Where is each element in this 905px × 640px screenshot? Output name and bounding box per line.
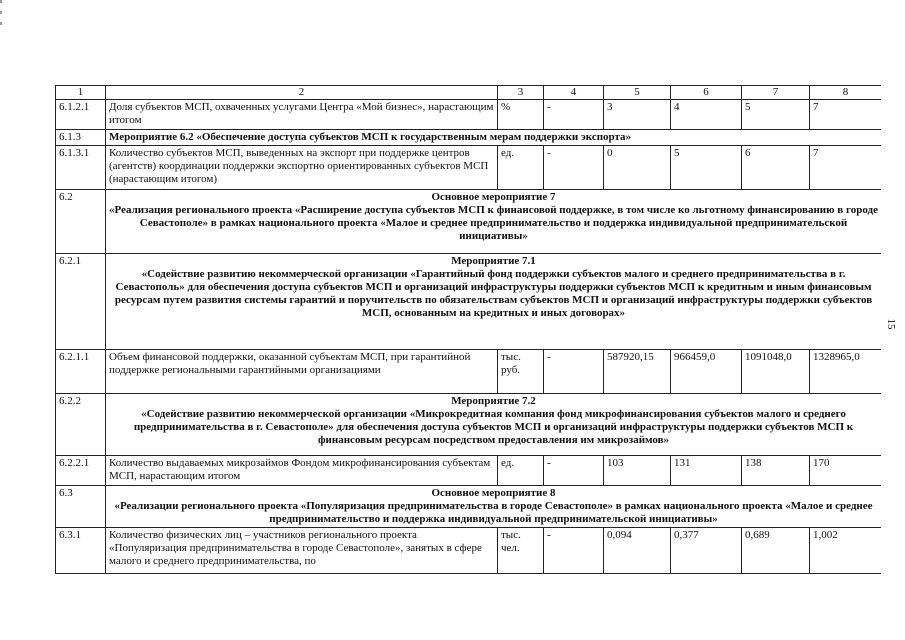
- header-row: [56, 86, 882, 100]
- unit-cell: ед.: [498, 456, 544, 486]
- header-cell: 1: [56, 86, 106, 100]
- value-cell: 0: [604, 146, 671, 190]
- row-number-cell: 6.1.3: [56, 130, 106, 146]
- value-cell: 0,094: [604, 528, 671, 574]
- row-number-cell: 6.2.1.1: [56, 350, 106, 394]
- section-cell: [106, 486, 882, 528]
- row-number-cell: 6.3.1: [56, 528, 106, 574]
- value-cell: 4: [671, 100, 742, 130]
- section-heading: Основное мероприятие 8: [431, 487, 556, 499]
- value-cell: -: [544, 456, 604, 486]
- row-number-cell: 6.1.2.1: [56, 100, 106, 130]
- value-cell: 0,689: [742, 528, 810, 574]
- document-table-wrapper: [55, 85, 881, 593]
- indicator-name-cell: Количество субъектов МСП, выведенных на экспорт при поддержке центров (агентств) координации поддержки экспортно ориентированных субъектов МСП (нарастающим итогом): [106, 146, 498, 190]
- table-row: [56, 350, 882, 394]
- section-heading: Мероприятие 7.2: [451, 395, 536, 407]
- indicator-name-cell: Количество физических лиц – участников регионального проекта «Популяризация предпринимательства в городе Севастополе», занятых в сфере малого и среднего предпринимательства, по: [106, 528, 498, 574]
- unit-cell: %: [498, 100, 544, 130]
- value-cell: 138: [742, 456, 810, 486]
- indicators-table: [55, 85, 881, 574]
- table-row: [56, 486, 882, 528]
- value-cell: 131: [671, 456, 742, 486]
- table-row: [56, 528, 882, 574]
- indicator-name-cell: Количество выдаваемых микрозаймов Фондом микрофинансирования субъектам МСП, нарастающим итогом: [106, 456, 498, 486]
- header-cell: 7: [742, 86, 810, 100]
- section-description: «Содействие развитию некоммерческой организации «Микрокредитная компания фонд микрофинансирования субъектов малого и среднего предпринимательства в г. Севастополе» для обеспечения доступа субъектов МСП и организаций инфраструктуры поддержки субъектов МСП к финансовым ресурсам посредством предоставления им микрозаймов»: [133, 408, 854, 446]
- table-row: [56, 130, 882, 146]
- value-cell: -: [544, 528, 604, 574]
- indicator-name-cell: Объем финансовой поддержки, оказанной субъектам МСП, при гарантийной поддержке региональными гарантийными организациями: [106, 350, 498, 394]
- value-cell: 1091048,0: [742, 350, 810, 394]
- value-cell: 7: [810, 100, 882, 130]
- table-row: [56, 394, 882, 456]
- table-row: [56, 190, 882, 254]
- row-number-cell: 6.3: [56, 486, 106, 528]
- row-number-cell: 6.2.2.1: [56, 456, 106, 486]
- header-cell: 2: [106, 86, 498, 100]
- value-cell: -: [544, 350, 604, 394]
- header-cell: 8: [810, 86, 882, 100]
- value-cell: 587920,15: [604, 350, 671, 394]
- value-cell: 6: [742, 146, 810, 190]
- indicator-name-cell: Доля субъектов МСП, охваченных услугами Центра «Мой бизнес», нарастающим итогом: [106, 100, 498, 130]
- value-cell: 0,377: [671, 528, 742, 574]
- header-cell: 5: [604, 86, 671, 100]
- value-cell: 966459,0: [671, 350, 742, 394]
- section-description: «Реализации регионального проекта «Популяризация предпринимательства в городе Севастополе» в рамках национального проекта «Малое и среднее предпринимательство и поддержка индивидуальной предпринимательской инициативы»: [114, 500, 873, 525]
- value-cell: 5: [742, 100, 810, 130]
- section-heading: Мероприятие 7.1: [451, 255, 536, 267]
- page-number: 15: [885, 318, 897, 330]
- unit-cell: ед.: [498, 146, 544, 190]
- section-heading: Основное мероприятие 7: [431, 191, 556, 203]
- value-cell: 5: [671, 146, 742, 190]
- table-row: [56, 146, 882, 190]
- row-number-cell: 6.2: [56, 190, 106, 254]
- table-row: [56, 456, 882, 486]
- header-cell: 4: [544, 86, 604, 100]
- unit-cell: тыс. чел.: [498, 528, 544, 574]
- value-cell: 170: [810, 456, 882, 486]
- value-cell: 103: [604, 456, 671, 486]
- header-cell: 6: [671, 86, 742, 100]
- section-cell: [106, 254, 882, 350]
- row-number-cell: 6.1.3.1: [56, 146, 106, 190]
- section-cell: [106, 394, 882, 456]
- value-cell: -: [544, 146, 604, 190]
- header-cell: 3: [498, 86, 544, 100]
- value-cell: 1,002: [810, 528, 882, 574]
- value-cell: 1328965,0: [810, 350, 882, 394]
- subtitle-cell: Мероприятие 6.2 «Обеспечение доступа субъектов МСП к государственным мерам поддержки экспорта»: [106, 130, 882, 146]
- section-description: «Содействие развитию некоммерческой организации «Гарантийный фонд поддержки субъектов малого и среднего предпринимательства в г. Севастополь» для обеспечения доступа субъектов МСП и организаций инфраструктуры поддержки субъектов МСП к кредитным и иным финансовым ресурсам путем развития системы гарантий и поручительств по обязательствам субъектов МСП и организаций инфраструктуры поддержки субъектов МСП, основанным на кредитных и иных договорах»: [114, 268, 873, 319]
- table-row: [56, 100, 882, 130]
- row-number-cell: 6.2.1: [56, 254, 106, 350]
- value-cell: 3: [604, 100, 671, 130]
- table-row: [56, 254, 882, 350]
- scan-edge-marks: [0, 0, 2, 40]
- value-cell: -: [544, 100, 604, 130]
- section-cell: [106, 190, 882, 254]
- value-cell: 7: [810, 146, 882, 190]
- unit-cell: тыс. руб.: [498, 350, 544, 394]
- row-number-cell: 6.2.2: [56, 394, 106, 456]
- section-description: «Реализация регионального проекта «Расширение доступа субъектов МСП к финансовой поддержке, в том числе ко льготному финансированию в городе Севастополе» в рамках национального проекта «Малое и среднее предпринимательство и поддержка индивидуальной предпринимательской инициативы»: [109, 204, 878, 242]
